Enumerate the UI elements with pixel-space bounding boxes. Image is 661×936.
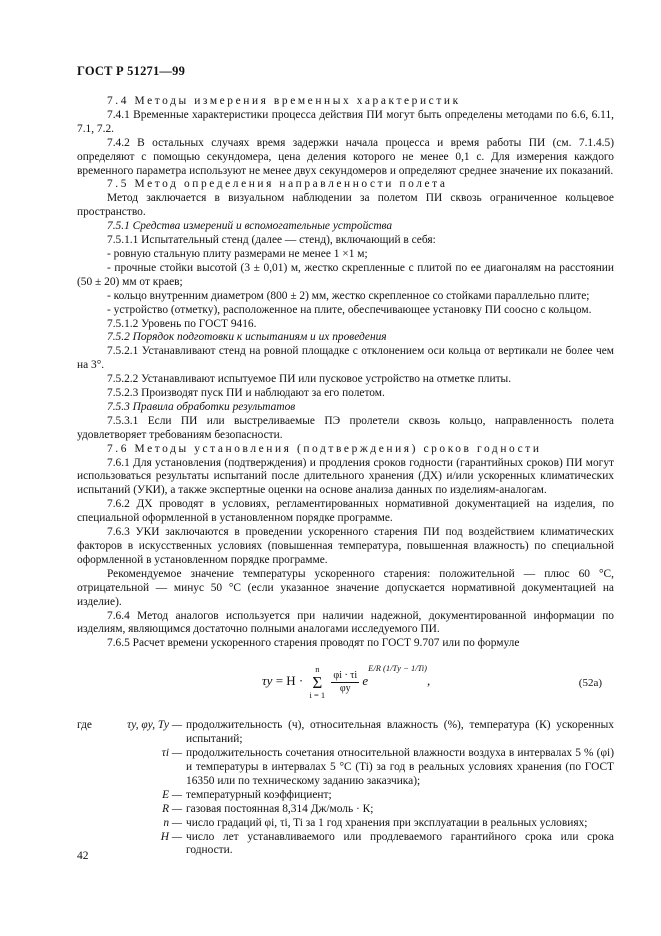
definition-row xyxy=(77,803,614,817)
formula-sum xyxy=(310,665,326,699)
formula-H: H xyxy=(286,673,296,689)
paragraph: 7.5.1.1 Испытательный стенд (далее — стенд), включающий в себя: xyxy=(107,234,436,247)
document-header: ГОСТ Р 51271—99 xyxy=(77,64,186,78)
formula-lhs: τу xyxy=(262,673,273,689)
definition-row xyxy=(77,789,614,803)
formula-fraction xyxy=(331,670,359,694)
definition-symbol: τу, φу, Ту — xyxy=(127,719,182,732)
definition-row xyxy=(77,719,614,747)
definition-lead: где xyxy=(77,719,92,732)
paragraphs xyxy=(77,95,614,651)
formula-dot: · xyxy=(298,673,304,689)
paragraph: 7.5.2.2 Устанавливают испытуемое ПИ или пусковое устройство на отметке плиты. xyxy=(107,373,512,386)
section-heading: 7.4 Методы измерения временных характеристик xyxy=(107,95,461,107)
definition-lead xyxy=(77,803,107,817)
paragraph: 7.6.2 ДХ проводят в условиях, регламентированных нормативной документацией на изделия, по специальной оформленной в установленном порядке программе. xyxy=(77,498,614,525)
paragraph: 7.5.1.2 Уровень по ГОСТ 9416. xyxy=(107,317,257,330)
fraction-denominator: φу xyxy=(339,682,351,694)
definition-row xyxy=(77,817,614,831)
sum-top: n xyxy=(315,664,320,675)
definition-symbol: H — xyxy=(160,830,182,843)
definition-lead xyxy=(77,789,107,803)
definition-text: число лет устанавливаемого или продлеваемого гарантийного срока или срока годности. xyxy=(186,830,614,857)
paragraph: - ровную стальную плиту размерами не менее 1 ×1 м; xyxy=(107,247,368,260)
paragraph: Метод заключается в визуальном наблюдении за полетом ПИ сквозь ограниченное кольцевое пространство. xyxy=(77,192,614,219)
formula-eq: = xyxy=(275,673,284,689)
section-heading: 7.5 Метод определения направленности полета xyxy=(107,178,448,191)
definition-text: температурный коэффициент; xyxy=(186,788,332,801)
paragraph: 7.5.2.1 Устанавливают стенд на ровной площадке с отклонением оси кольца от вертикали не более чем на 3°. xyxy=(77,345,614,372)
paragraph: 7.5.2 Порядок подготовки к испытаниям и их проведения xyxy=(107,331,387,344)
definition-symbol: Е — xyxy=(162,788,182,801)
definition-symbol: R — xyxy=(162,802,182,815)
definition-text: продолжительность сочетания относительной влажности воздуха в интервалах 5 % (φi) и температуры в интервалах 5 °С (Ti) за год в реальных условиях хранения (по ГОСТ 16350 или по техническому заданию заказчика); xyxy=(186,747,614,787)
sum-sign: Σ xyxy=(312,672,323,692)
equation-number: (52а) xyxy=(578,677,602,690)
formula-e: e xyxy=(362,673,369,689)
definition-row xyxy=(77,831,614,859)
definition-symbol: n — xyxy=(163,816,182,829)
paragraph: 7.5.3 Правила обработки результатов xyxy=(107,400,296,413)
paragraph: Рекомендуемое значение температуры ускоренного старения: положительной — плюс 60 °С, отрицательной — минус 50 °С (если указанное значение допускается нормативной документацией на изделие). xyxy=(77,567,614,608)
paragraph: 7.5.2.3 Производят пуск ПИ и наблюдают за его полетом. xyxy=(107,387,385,400)
section-heading: 7.6 Методы установления (подтверждения) сроков годности xyxy=(107,442,542,455)
sum-bottom: i = 1 xyxy=(309,689,326,700)
paragraph: - кольцо внутренним диаметром (800 ± 2) мм, жестко скрепленное со стойками параллельно плите; xyxy=(107,289,590,302)
paragraph: 7.5.3.1 Если ПИ или выстреливаемые ПЭ пролетели сквозь кольцо, направленность полета удовлетворяет требованиям безопасности. xyxy=(77,414,614,441)
paragraph: 7.6.1 Для установления (подтверждения) и продления сроков годности (гарантийных сроков) ПИ могут использоваться результаты испытаний после длительного хранения (ДХ) и/или ускоренных климатических испытаний (УКИ), а также экспертные оценки на основе анализа данных по изделиям-аналогам. xyxy=(77,456,614,497)
formula-52a xyxy=(262,663,430,699)
paragraph: 7.6.4 Метод аналогов используется при наличии надежной, документированной информации по изделиям, являющимся достаточно полными аналогами исследуемого ПИ. xyxy=(77,609,614,636)
formula-exponent: E/R (1/Tу − 1/Ti) xyxy=(368,663,428,674)
formula-tail: , xyxy=(427,673,431,689)
fraction-numerator: φi · τi xyxy=(333,670,358,682)
paragraph: 7.6.3 УКИ заключаются в проведении ускоренного старения ПИ под воздействием климатических факторов в искусственных условиях (повышенная температура, повышенная влажность) по специальной оформленной в установленном порядке программе. xyxy=(77,526,614,566)
definition-lead xyxy=(77,817,107,831)
paragraph: 7.4.2 В остальных случаях время задержки начала процесса и время работы ПИ (см. 7.1.4.5) определяют с помощью секундомера, цена деления которого не менее 0,1 с. Для измерения каждого временного параметра используют не менее двух секундомеров и определяют среднее значение их показаний. xyxy=(77,136,614,177)
definition-symbol: τi — xyxy=(161,747,182,760)
definition-text: число градаций φi, τi, Ti за 1 год хранения при эксплуатации в реальных условиях; xyxy=(186,816,588,829)
definition-text: продолжительность (ч), относительная влажность (%), температура (К) ускоренных испытаний; xyxy=(186,719,614,746)
paragraph: 7.4.1 Временные характеристики процесса действия ПИ могут быть определены методами по 6.6, 6.11, 7.1, 7.2. xyxy=(77,108,614,135)
page-body xyxy=(77,95,614,858)
definition-row xyxy=(77,747,614,789)
definitions xyxy=(77,719,614,858)
page-number: 42 xyxy=(77,850,89,862)
paragraph: 7.5.1 Средства измерений и вспомогательные устройства xyxy=(107,220,393,233)
paragraph: 7.6.5 Расчет времени ускоренного старения проводят по ГОСТ 9.707 или по формуле xyxy=(107,637,520,650)
definition-lead xyxy=(77,747,107,789)
paragraph: - прочные стойки высотой (3 ± 0,01) м, жестко скрепленные с плитой по ее диагоналям на расстоянии (50 ± 20) мм от краев; xyxy=(77,261,614,288)
formula-block xyxy=(77,655,614,717)
definition-text: газовая постоянная 8,314 Дж/моль · К; xyxy=(186,802,374,815)
paragraph: - устройство (отметку), расположенное на плите, обеспечивающее установку ПИ соосно с кольцом. xyxy=(107,303,592,316)
